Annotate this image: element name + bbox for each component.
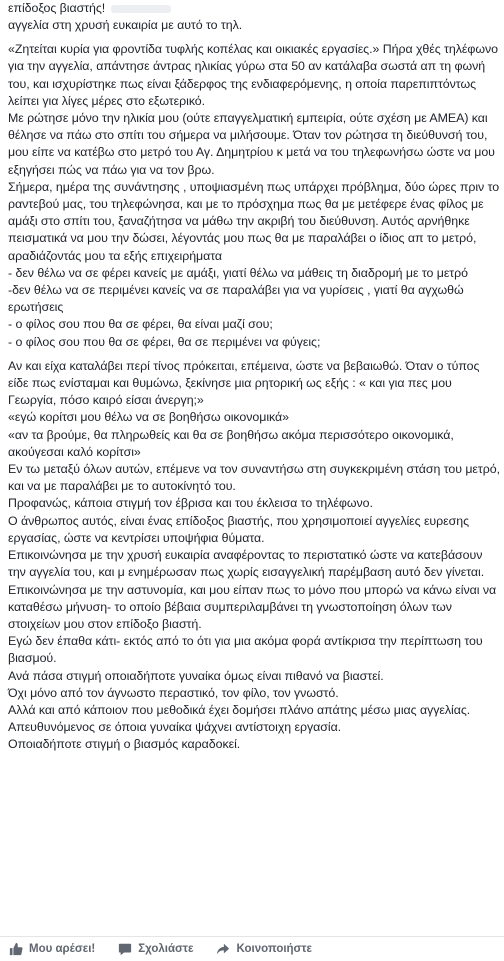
post-header-fragment	[8, 0, 500, 17]
paragraph: Εν τω μεταξύ όλων αυτών, επέμενε να τον συναντήσω στη συγκεκριμένη στάση του μετρό, και να με παραλάβει με το αυτοκίνητό του.	[8, 462, 500, 494]
comment-label: Σχολιάστε	[138, 943, 194, 955]
thumbs-up-icon	[8, 942, 24, 956]
paragraph: Επικοινώνησα με την χρυσή ευκαιρία αναφέροντας το περιστατικό ώστε να κατεβάσουν την αγγελία του, και μ ενημέρωσαν πως χωρίς εισαγγελική παρέμβαση αυτό δεν γίνεται.	[8, 548, 485, 580]
paragraph: Όχι μόνο από τον άγνωστο περαστικό, τον φίλο, τον γνωστό.	[8, 685, 339, 700]
paragraph: - ο φίλος σου που θα σε φέρει, θα σε περιμένει να φύγεις;	[8, 334, 321, 349]
paragraph: «εγώ κορίτσι μου θέλω να σε βοηθήσω οικονομικά»	[8, 410, 289, 425]
paragraph: Προφανώς, κάποια στιγμή τον έβρισα και του έκλεισα το τηλέφωνο.	[8, 496, 373, 511]
paragraph: Εγώ δεν έπαθα κάτι- εκτός από το ότι για μια ακόμα φορά αντίκρισα την περίπτωση του βιασμού.	[8, 634, 483, 666]
paragraph: - ο φίλος σου που θα σε φέρει, θα είναι μαζί σου;	[8, 317, 273, 332]
comment-icon	[117, 942, 133, 956]
paragraph: «αν τα βρούμε, θα πληρωθείς και θα σε βοηθήσω ακόμα περισσότερο οικονομικά, ακούγεσαι καλό κορίτσι»	[8, 427, 454, 459]
paragraph: «Ζητείται κυρία για φροντίδα τυφλής κοπέλας και οικιακές εργασίες.» Πήρα χθές τηλέφωνο για την αγγελία, απάντησε άντρας ηλικίας γύρω στα 50 αν κατάλαβα σωστά απ τη φωνή του, και ισχυρίστηκε πως είναι ξάδερφος της ενδιαφερόμενης, η οποία παρεπιπτόντως λείπει για λίγες μέρες στο εξωτερικό.	[8, 42, 498, 108]
faded-text-placeholder	[111, 5, 171, 13]
paragraph: ερωτήσεις	[8, 300, 64, 315]
share-label: Κοινοποιήστε	[236, 943, 313, 955]
like-label: Μου αρέσει!	[29, 943, 96, 955]
paragraph: Ανά πάσα στιγμή οποιαδήποτε γυναίκα όμως είναι πιθανό να βιαστεί.	[8, 668, 384, 683]
post-action-bar	[0, 936, 504, 961]
paragraph: -δεν θέλω να σε περιμένει κανείς να σε παραλάβει για να γυρίσεις , γιατί θα αγχωθώ	[8, 283, 464, 298]
paragraph: Σήμερα, ημέρα της συνάντησης , υποψιασμένη πως υπάρχει πρόβλημα, δύο ώρες πριν το ραντεβού μας, του τηλεφώνησα, και με το πρόσχημα πως θα με μετέφερε ένας φίλος με αμάξι στο σπίτι του, ξαναζήτησα να μάθω την ακριβή του διεύθυνση. Αυτός αρνήθηκε πεισματικά να μου την δώσει, λέγοντάς μου πως θα με παραλάβει ο ίδιος απ το μετρό, αραδιάζοντάς μου τα εξής επιχειρήματα	[8, 179, 500, 263]
paragraph: αγγελία στη χρυσή ευκαιρία με αυτό το τηλ.	[8, 18, 243, 32]
share-button[interactable]	[215, 942, 312, 956]
paragraph: Αν και είχα καταλάβει περί τίνος πρόκειται, επέμεινα, ώστε να βεβαιωθώ. Όταν ο τύπος είδε πως ενίσταμαι και θυμώνω, ξεκίνησε μια ρητορική ως εξής : « και για πες μου Γεωργία, πόσο καιρό είσαι άνεργη;»	[8, 358, 480, 408]
paragraph: Αλλά και από κάποιον που μεθοδικά έχει δομήσει πλάνο απάτης μέσω μιας αγγελίας. Απευθυνόμενος σε όποια γυναίκα ψάχνει αντίστοιχη εργασία.	[8, 702, 471, 735]
paragraph: Οποιαδήποτε στιγμή ο βιασμός καραδοκεί.	[8, 737, 241, 752]
post-body	[8, 0, 500, 754]
paragraph: Με ρώτησε μόνο την ηλικία μου (ούτε επαγγελματική εμπειρία, ούτε σχέση με ΑΜΕΑ) και θέλησε να πάω στο σπίτι του σήμερα να μιλήσουμε. Όταν τον ρώτησα τη διεύθυνσή του, μου είπε να κατέβω στο μετρό του Αγ. Δημητρίου κ μετά να του τηλεφωνήσω ώστε να μου εξηγήσει πώς να πάω για να τον βρω.	[8, 111, 495, 177]
paragraph: Επικοινώνησα με την αστυνομία, και μου είπαν πως το μόνο που μπορώ να κάνω είναι να καταθέσω μήνυση- το οποίο βέβαια συμπεριλαμβάνει τη γνωστοποίηση όλων των στοιχείων μου στον επίδοξο βιαστή.	[8, 582, 497, 631]
paragraph: Ο άνθρωπος αυτός, είναι ένας επίδοξος βιαστής, που χρησιμοποιεί αγγελίες ευρεσης εργασίας, ώστε να κεντρίσει υποψήφια θύματα.	[8, 513, 469, 545]
like-button[interactable]	[8, 942, 95, 956]
paragraph: - δεν θέλω να σε φέρει κανείς με αμάξι, γιατί θέλω να μάθεις τη διαδρομή με το μετρό	[8, 265, 468, 280]
share-arrow-icon	[215, 942, 231, 956]
header-fragment-text: επίδοξος βιαστής!	[8, 1, 106, 15]
comment-button[interactable]	[117, 942, 193, 956]
